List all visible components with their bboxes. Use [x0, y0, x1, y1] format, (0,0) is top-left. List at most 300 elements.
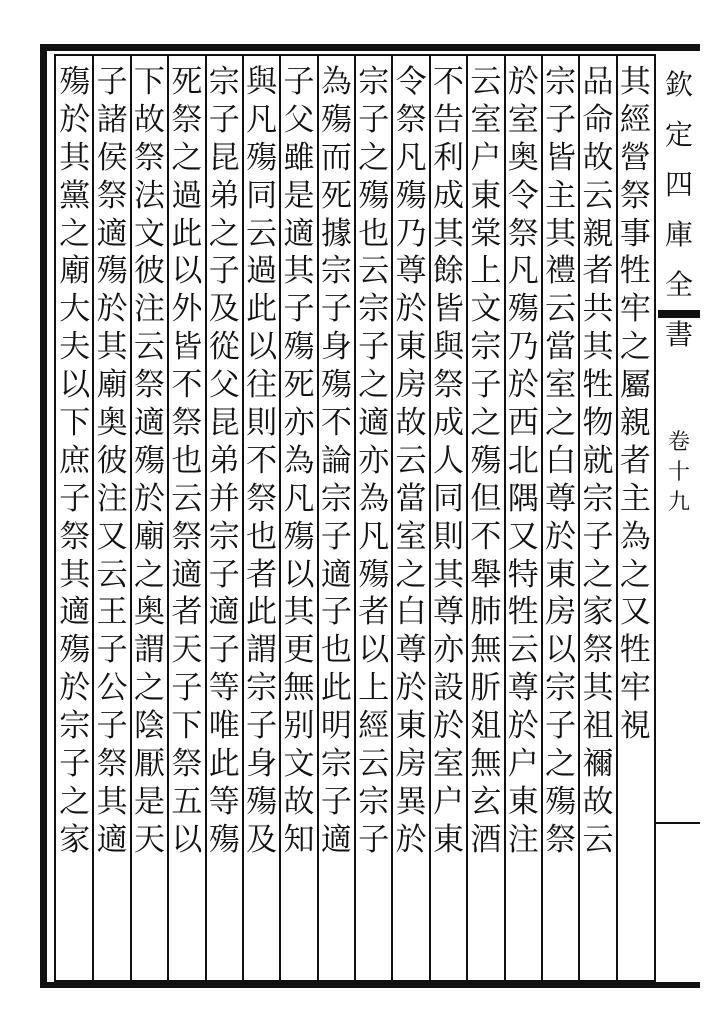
- text-glyph: 之: [133, 670, 165, 707]
- text-glyph: 宗: [470, 329, 502, 366]
- text-glyph: 於: [507, 367, 539, 404]
- text-glyph: 以: [246, 329, 278, 366]
- text-column: [503, 64, 543, 974]
- text-glyph: 云: [582, 177, 614, 214]
- text-glyph: 亦: [283, 405, 315, 442]
- text-glyph: 子: [358, 821, 390, 858]
- text-column: [466, 64, 506, 974]
- text-glyph: 不: [246, 442, 278, 479]
- text-glyph: 為: [320, 64, 352, 100]
- text-glyph: 死: [171, 64, 203, 100]
- text-glyph: 凡: [283, 480, 315, 517]
- text-glyph: 子: [470, 367, 502, 404]
- text-glyph: 告: [432, 101, 464, 138]
- text-glyph: 宗: [208, 518, 240, 555]
- text-glyph: 之: [59, 783, 91, 820]
- text-glyph: 殤: [320, 367, 352, 404]
- text-glyph: 子: [320, 594, 352, 631]
- text-glyph: 以: [171, 821, 203, 858]
- text-glyph: 於: [432, 708, 464, 745]
- text-glyph: 注: [133, 291, 165, 328]
- text-glyph: 并: [208, 480, 240, 517]
- text-glyph: 奥: [133, 594, 165, 631]
- text-glyph: 與: [432, 329, 464, 366]
- text-glyph: 身: [320, 329, 352, 366]
- text-glyph: 利: [432, 139, 464, 176]
- text-column: [354, 64, 394, 974]
- text-glyph: 於: [545, 518, 577, 555]
- text-glyph: 適: [283, 215, 315, 252]
- text-glyph: 乃: [507, 329, 539, 366]
- text-glyph: 無: [283, 670, 315, 707]
- text-glyph: 等: [208, 783, 240, 820]
- text-glyph: 親: [582, 215, 614, 252]
- text-glyph: 身: [246, 746, 278, 783]
- text-glyph: 王: [96, 594, 128, 631]
- text-glyph: 房: [545, 594, 577, 631]
- text-glyph: 酒: [470, 821, 502, 858]
- text-glyph: 五: [171, 783, 203, 820]
- text-glyph: 則: [246, 405, 278, 442]
- text-glyph: 宗: [358, 64, 390, 100]
- text-glyph: 適: [208, 594, 240, 631]
- text-glyph: 尊: [507, 670, 539, 707]
- text-glyph: 彼: [96, 442, 128, 479]
- text-glyph: 子: [358, 329, 390, 366]
- text-glyph: 故: [582, 139, 614, 176]
- text-glyph: 宗: [582, 480, 614, 517]
- text-glyph: 及: [246, 821, 278, 858]
- text-glyph: 其: [59, 556, 91, 593]
- text-glyph: 適: [358, 405, 390, 442]
- text-glyph: 其: [582, 329, 614, 366]
- text-glyph: 家: [582, 594, 614, 631]
- text-glyph: 子: [96, 64, 128, 100]
- text-glyph: 陰: [133, 708, 165, 745]
- text-glyph: 室: [395, 518, 427, 555]
- text-glyph: 下: [171, 708, 203, 745]
- text-glyph: 不: [320, 405, 352, 442]
- text-glyph: 户: [470, 139, 502, 176]
- text-glyph: 也: [171, 442, 203, 479]
- text-glyph: 也: [358, 215, 390, 252]
- text-glyph: 更: [283, 632, 315, 669]
- text-glyph: 凡: [246, 101, 278, 138]
- text-glyph: 祖: [582, 708, 614, 745]
- text-glyph: 論: [320, 442, 352, 479]
- text-glyph: 禮: [545, 253, 577, 290]
- text-column: [615, 64, 655, 974]
- text-column: [167, 64, 207, 974]
- text-glyph: 不: [470, 518, 502, 555]
- text-glyph: 外: [171, 291, 203, 328]
- text-glyph: 棠: [470, 215, 502, 252]
- text-glyph: 據: [320, 215, 352, 252]
- margin-glyph: 四: [664, 168, 693, 201]
- text-glyph: 殤: [545, 783, 577, 820]
- text-glyph: 東: [432, 821, 464, 858]
- text-glyph: 令: [395, 64, 427, 100]
- text-glyph: 昆: [208, 139, 240, 176]
- text-glyph: 祭: [171, 405, 203, 442]
- text-column: [242, 64, 282, 974]
- text-glyph: 彼: [133, 253, 165, 290]
- text-glyph: 云: [133, 329, 165, 366]
- text-glyph: 故: [133, 101, 165, 138]
- text-glyph: 祭: [133, 367, 165, 404]
- text-glyph: 殤: [283, 518, 315, 555]
- text-glyph: 其: [96, 783, 128, 820]
- text-glyph: 故: [283, 783, 315, 820]
- text-glyph: 牢: [619, 670, 651, 707]
- text-glyph: 殤: [59, 64, 91, 100]
- text-glyph: 别: [283, 708, 315, 745]
- text-glyph: 當: [395, 480, 427, 517]
- text-glyph: 於: [395, 821, 427, 858]
- text-glyph: 經: [619, 101, 651, 138]
- text-column: [204, 64, 244, 974]
- text-glyph: 法: [133, 177, 165, 214]
- text-glyph: 以: [59, 367, 91, 404]
- text-glyph: 當: [545, 329, 577, 366]
- text-glyph: 肺: [470, 594, 502, 631]
- text-glyph: 尊: [432, 594, 464, 631]
- text-glyph: 牲: [619, 253, 651, 290]
- text-glyph: 子: [96, 632, 128, 669]
- text-glyph: 之: [133, 556, 165, 593]
- text-glyph: 東: [395, 329, 427, 366]
- fishtail-ornament: [658, 310, 700, 318]
- text-glyph: 子: [208, 101, 240, 138]
- text-glyph: 凡: [395, 139, 427, 176]
- text-glyph: 室: [545, 367, 577, 404]
- margin-glyph: 定: [664, 118, 693, 151]
- text-glyph: 子: [582, 518, 614, 555]
- text-glyph: 以: [283, 556, 315, 593]
- text-glyph: 從: [208, 329, 240, 366]
- text-glyph: 户: [507, 746, 539, 783]
- text-glyph: 就: [582, 442, 614, 479]
- text-glyph: 云: [395, 442, 427, 479]
- text-glyph: 宗: [320, 480, 352, 517]
- text-glyph: 北: [507, 442, 539, 479]
- text-glyph: 廟: [59, 253, 91, 290]
- text-glyph: 者: [582, 253, 614, 290]
- text-glyph: 適: [320, 556, 352, 593]
- text-glyph: 父: [283, 101, 315, 138]
- text-glyph: 白: [395, 594, 427, 631]
- text-glyph: 子: [545, 708, 577, 745]
- text-glyph: 家: [59, 821, 91, 858]
- text-glyph: 而: [320, 139, 352, 176]
- text-glyph: 主: [545, 177, 577, 214]
- text-glyph: 殤: [246, 139, 278, 176]
- text-glyph: 祭: [96, 177, 128, 214]
- text-glyph: 同: [432, 480, 464, 517]
- text-glyph: 弟: [208, 442, 240, 479]
- text-glyph: 祭: [619, 177, 651, 214]
- text-column: [92, 64, 132, 974]
- text-glyph: 不: [171, 367, 203, 404]
- text-glyph: 祭: [545, 821, 577, 858]
- text-glyph: 其: [283, 594, 315, 631]
- text-glyph: 適: [133, 405, 165, 442]
- text-glyph: 死: [320, 177, 352, 214]
- text-glyph: 過: [171, 177, 203, 214]
- text-glyph: 公: [96, 670, 128, 707]
- text-glyph: 子: [283, 291, 315, 328]
- text-glyph: 亦: [432, 632, 464, 669]
- text-glyph: 等: [208, 670, 240, 707]
- text-glyph: 於: [59, 101, 91, 138]
- text-glyph: 於: [59, 670, 91, 707]
- text-glyph: 之: [395, 556, 427, 593]
- text-glyph: 之: [582, 556, 614, 593]
- text-glyph: 子: [358, 101, 390, 138]
- text-glyph: 文: [133, 215, 165, 252]
- text-glyph: 於: [507, 64, 539, 100]
- text-glyph: 云: [358, 253, 390, 290]
- text-glyph: 是: [133, 783, 165, 820]
- text-glyph: 凡: [507, 253, 539, 290]
- text-glyph: 不: [432, 64, 464, 100]
- text-glyph: 殤: [320, 101, 352, 138]
- text-glyph: 也: [246, 518, 278, 555]
- text-glyph: 子: [208, 253, 240, 290]
- margin-glyph: 書: [664, 318, 693, 351]
- text-glyph: 云: [246, 215, 278, 252]
- text-glyph: 東: [470, 177, 502, 214]
- text-glyph: 其: [582, 670, 614, 707]
- text-glyph: 往: [246, 367, 278, 404]
- text-glyph: 子: [246, 708, 278, 745]
- text-glyph: 令: [507, 177, 539, 214]
- text-glyph: 設: [432, 670, 464, 707]
- text-glyph: 死: [283, 367, 315, 404]
- text-glyph: 於: [96, 291, 128, 328]
- text-glyph: 牢: [619, 291, 651, 328]
- text-glyph: 子: [545, 101, 577, 138]
- text-glyph: 之: [470, 405, 502, 442]
- text-glyph: 成: [432, 177, 464, 214]
- text-glyph: 又: [619, 594, 651, 631]
- text-glyph: 親: [619, 405, 651, 442]
- text-glyph: 祭: [133, 139, 165, 176]
- text-column: [428, 64, 468, 974]
- text-glyph: 又: [507, 518, 539, 555]
- margin-glyph: 九: [667, 490, 690, 515]
- text-glyph: 餘: [432, 253, 464, 290]
- text-glyph: 殤: [395, 177, 427, 214]
- text-glyph: 奥: [507, 139, 539, 176]
- text-glyph: 者: [358, 594, 390, 631]
- text-glyph: 祭: [171, 746, 203, 783]
- text-glyph: 為: [283, 442, 315, 479]
- text-glyph: 東: [545, 556, 577, 593]
- text-glyph: 特: [507, 556, 539, 593]
- text-glyph: 其: [59, 139, 91, 176]
- text-glyph: 此: [246, 291, 278, 328]
- text-glyph: 亦: [358, 442, 390, 479]
- text-glyph: 殤: [358, 556, 390, 593]
- text-glyph: 於: [133, 480, 165, 517]
- text-glyph: 舉: [470, 556, 502, 593]
- text-glyph: 適: [171, 556, 203, 593]
- text-glyph: 過: [246, 253, 278, 290]
- text-glyph: 子: [208, 632, 240, 669]
- text-glyph: 黨: [59, 177, 91, 214]
- text-glyph: 下: [133, 64, 165, 100]
- text-glyph: 適: [320, 821, 352, 858]
- text-glyph: 於: [395, 670, 427, 707]
- text-glyph: 子: [59, 746, 91, 783]
- text-glyph: 玄: [470, 783, 502, 820]
- text-glyph: 禰: [582, 746, 614, 783]
- text-glyph: 以: [171, 253, 203, 290]
- text-glyph: 殤: [208, 821, 240, 858]
- text-glyph: 又: [96, 518, 128, 555]
- text-glyph: 之: [358, 367, 390, 404]
- text-glyph: 上: [358, 670, 390, 707]
- margin-glyph: 卷: [667, 430, 690, 455]
- text-glyph: 殤: [133, 442, 165, 479]
- text-glyph: 之: [59, 215, 91, 252]
- text-glyph: 隅: [507, 480, 539, 517]
- text-glyph: 宗: [208, 64, 240, 100]
- text-glyph: 之: [208, 215, 240, 252]
- text-glyph: 凡: [358, 518, 390, 555]
- text-glyph: 殤: [246, 783, 278, 820]
- text-glyph: 昆: [208, 405, 240, 442]
- text-glyph: 乃: [395, 215, 427, 252]
- text-glyph: 同: [246, 177, 278, 214]
- text-glyph: 此: [246, 594, 278, 631]
- text-glyph: 唯: [208, 708, 240, 745]
- text-glyph: 廟: [133, 518, 165, 555]
- text-glyph: 之: [619, 556, 651, 593]
- text-glyph: 其: [545, 215, 577, 252]
- text-glyph: 以: [545, 632, 577, 669]
- text-glyph: 之: [171, 139, 203, 176]
- text-glyph: 祭: [395, 101, 427, 138]
- text-glyph: 云: [545, 291, 577, 328]
- text-glyph: 人: [432, 442, 464, 479]
- text-glyph: 明: [320, 708, 352, 745]
- text-glyph: 東: [395, 708, 427, 745]
- text-column: [279, 64, 319, 974]
- text-glyph: 殤: [358, 177, 390, 214]
- text-glyph: 其: [432, 215, 464, 252]
- text-glyph: 奥: [96, 405, 128, 442]
- margin-glyph: 全: [664, 268, 693, 301]
- text-glyph: 與: [246, 64, 278, 100]
- text-glyph: 注: [96, 480, 128, 517]
- text-glyph: 子: [320, 518, 352, 555]
- text-column: [55, 64, 95, 974]
- text-glyph: 子: [208, 556, 240, 593]
- text-glyph: 房: [395, 746, 427, 783]
- text-glyph: 適: [96, 215, 128, 252]
- text-glyph: 廟: [96, 367, 128, 404]
- text-glyph: 雖: [283, 139, 315, 176]
- text-glyph: 祭: [507, 215, 539, 252]
- text-column: [316, 64, 356, 974]
- text-glyph: 故: [395, 405, 427, 442]
- text-glyph: 為: [619, 518, 651, 555]
- text-glyph: 下: [59, 405, 91, 442]
- text-glyph: 共: [582, 291, 614, 328]
- text-glyph: 殤: [507, 291, 539, 328]
- text-glyph: 異: [395, 783, 427, 820]
- text-glyph: 牲: [507, 594, 539, 631]
- text-glyph: 弟: [208, 177, 240, 214]
- text-glyph: 祭: [59, 518, 91, 555]
- text-glyph: 此: [208, 746, 240, 783]
- text-glyph: 宗: [545, 670, 577, 707]
- text-glyph: 皆: [171, 329, 203, 366]
- text-glyph: 者: [246, 556, 278, 593]
- text-glyph: 是: [283, 177, 315, 214]
- text-glyph: 品: [582, 64, 614, 100]
- text-glyph: 云: [582, 821, 614, 858]
- text-glyph: 者: [171, 594, 203, 631]
- text-glyph: 云: [470, 64, 502, 100]
- text-glyph: 肵: [470, 670, 502, 707]
- text-glyph: 此: [171, 215, 203, 252]
- text-glyph: 其: [432, 556, 464, 593]
- text-glyph: 殤: [59, 632, 91, 669]
- text-glyph: 房: [395, 367, 427, 404]
- text-glyph: 謂: [246, 632, 278, 669]
- text-column: [578, 64, 618, 974]
- text-glyph: 視: [619, 708, 651, 745]
- text-glyph: 爼: [470, 708, 502, 745]
- text-glyph: 庶: [59, 442, 91, 479]
- text-glyph: 命: [582, 101, 614, 138]
- text-glyph: 子: [96, 708, 128, 745]
- text-glyph: 子: [171, 670, 203, 707]
- margin-glyph: 庫: [664, 218, 693, 251]
- text-glyph: 謂: [133, 632, 165, 669]
- text-glyph: 宗: [320, 253, 352, 290]
- text-glyph: 之: [358, 139, 390, 176]
- text-glyph: 文: [470, 291, 502, 328]
- text-glyph: 室: [470, 101, 502, 138]
- text-glyph: 屬: [619, 367, 651, 404]
- text-glyph: 適: [96, 821, 128, 858]
- text-glyph: 諸: [96, 101, 128, 138]
- text-glyph: 子: [283, 64, 315, 100]
- text-glyph: 室: [432, 746, 464, 783]
- text-glyph: 故: [582, 783, 614, 820]
- text-glyph: 主: [619, 480, 651, 517]
- text-glyph: 注: [507, 821, 539, 858]
- text-glyph: 則: [432, 518, 464, 555]
- text-glyph: 文: [283, 746, 315, 783]
- text-glyph: 此: [320, 670, 352, 707]
- text-glyph: 祭: [96, 746, 128, 783]
- text-glyph: 物: [582, 405, 614, 442]
- text-glyph: 厭: [133, 746, 165, 783]
- margin-volume-label: [664, 428, 694, 518]
- text-glyph: 為: [358, 480, 390, 517]
- text-glyph: 天: [133, 821, 165, 858]
- text-glyph: 大: [59, 291, 91, 328]
- text-glyph: 户: [432, 783, 464, 820]
- text-glyph: 尊: [395, 632, 427, 669]
- text-glyph: 殤: [283, 329, 315, 366]
- text-glyph: 尊: [395, 253, 427, 290]
